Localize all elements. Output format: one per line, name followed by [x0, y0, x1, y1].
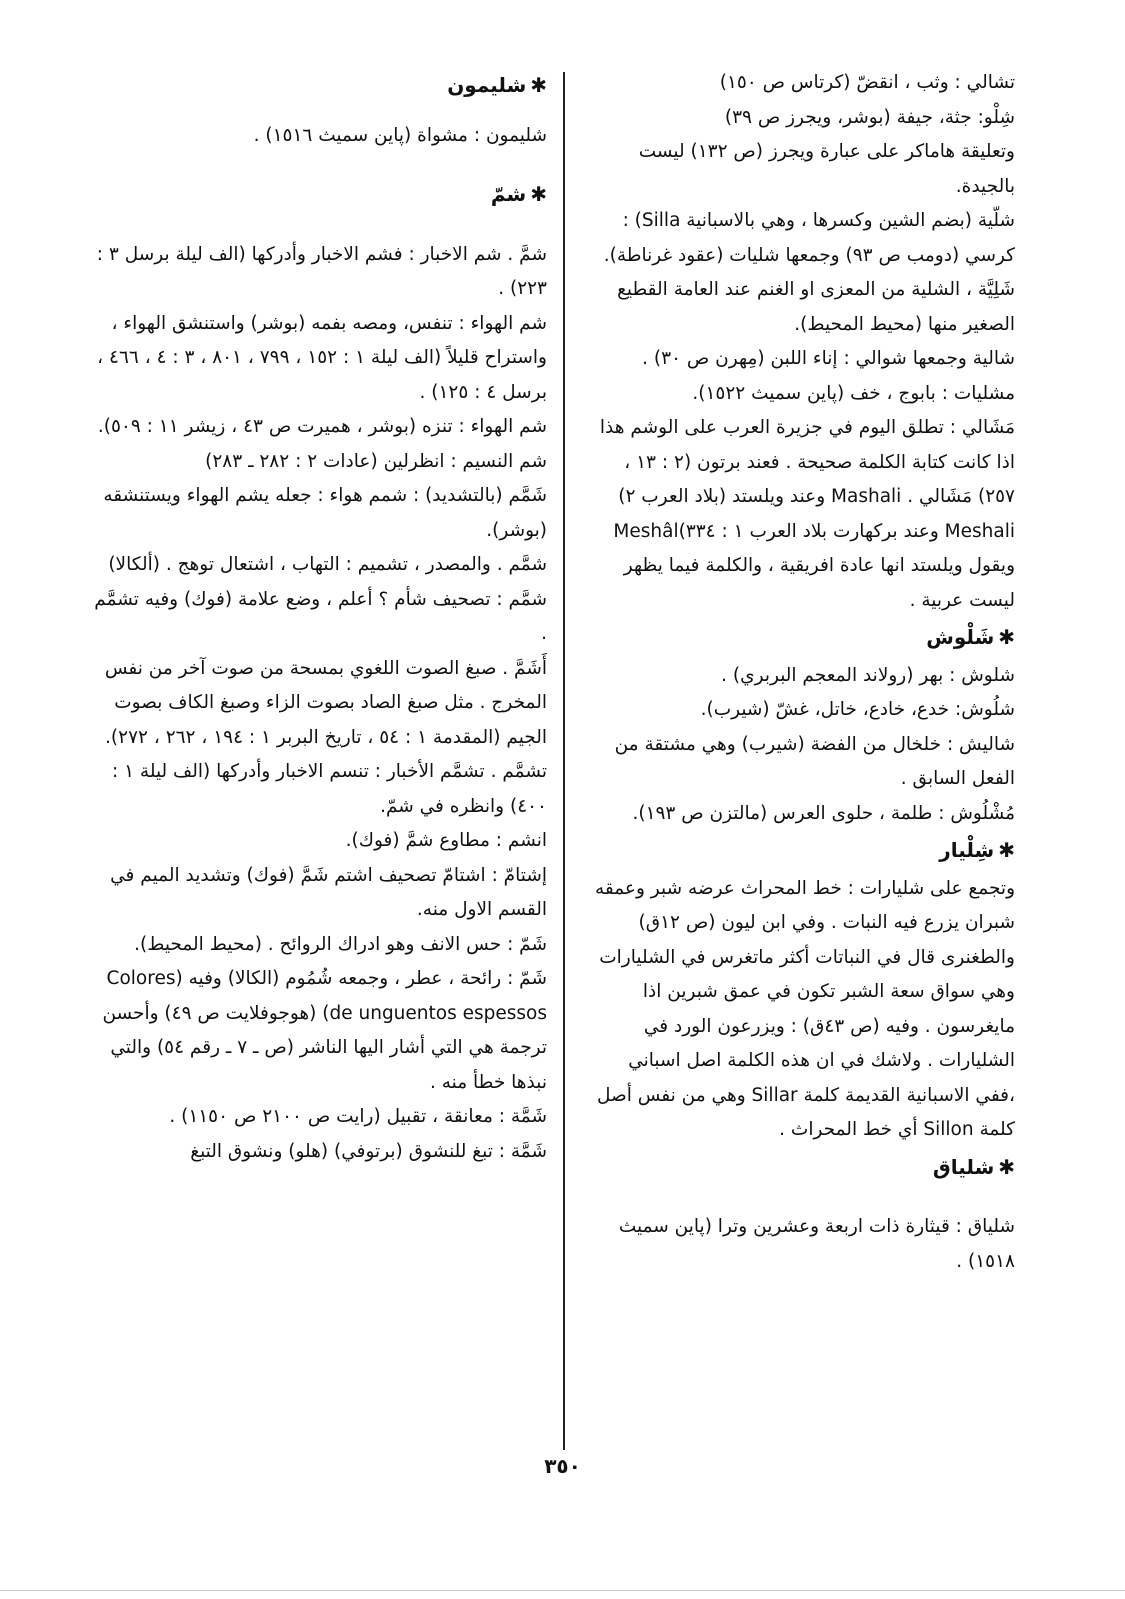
entry-shammam-tashdid: شَمَّم (بالتشديد) : شمم هواء : جعله يشم الهواء ويستنشقه (بوشر).	[103, 485, 547, 541]
entry-shilyaq: شلياق : قيثارة ذات اربعة وعشرين وترا (پاين سميث ١٥١٨) .	[618, 1216, 1015, 1272]
entries-shamm	[92, 238, 547, 1170]
entry-shamm-raiha: شَمّ : رائحة ، عطر ، وجمعه شُمُوم (الكالا) وفيه (Colores de unguentos espessos) (هوجوفلايت ص ٤٩) وأحسن ترجمة هي التي أشار اليها الناشر (ص ـ ٧ ـ رقم ٥٤) والتي نبذها خطأ منه .	[102, 968, 547, 1093]
entries-shilyaq	[585, 1210, 1015, 1279]
heading-text: شلياق	[932, 1154, 995, 1179]
entry-shilyarat: وتجمع على شليارات : خط المحراث عرضه شبر وعمقه شبران يزرع فيه النبات . وفي ابن ليون (ص ١٢ق) والطغنرى قال في النباتات أكثر ماتغرس في الشليارات وهي سواق سعة الشبر تكون في عمق شبرين اذا مايغرسون . وفيه (ص ٤٣ق) : ويزرعون الورد في الشليارات . ولاشك في ان هذه الكلمة اصل اسباني ،ففي الاسبانية القديمة كلمة Sillar وهي من نفس أصل كلمة Sillon أي خط المحراث .	[594, 877, 1015, 1140]
page-number: ٣٥٠	[544, 1454, 581, 1478]
heading-text: شَلْوش	[926, 625, 995, 649]
section-heading-shalwash	[585, 620, 1015, 655]
left-column	[92, 66, 547, 1169]
asterisk-icon: ✱	[998, 838, 1015, 862]
entry-shlimun: شليمون : مشواة (پاين سميث ١٥١٦) .	[253, 124, 547, 146]
entry-shamm-hiss: شَمّ : حس الانف وهو ادراك الروائح . (محيط المحيط).	[134, 933, 547, 955]
entry-shamm-akhbar: شمَّ . شم الاخبار : فشم الاخبار وأدركها (الف ليلة برسل ٣ : ٢٢٣) .	[96, 243, 547, 299]
entry-shaliya-vessel: شالية وجمعها شوالي : إناء اللبن (مِهرن ص ٣٠) .	[642, 348, 1015, 369]
entry-shalish: شاليش : خلخال من الفضة (شيرب) وهي مشتقة من الفعل السابق .	[614, 733, 1015, 789]
entry-shamma-tabgh: شَمَّة : تبغ للنشوق (برتوفي) (هلو) ونشوق التبغ	[190, 1140, 547, 1162]
asterisk-icon: ✱	[530, 73, 547, 97]
heading-text: شمّ	[490, 182, 527, 206]
section-heading-shilyar	[585, 833, 1015, 868]
entry-shilla: شلّية (بضم الشين وكسرها ، وهي بالاسبانية Silla) : كرسي (دومب ص ٩٣) وجمعها شليات (عقود غرناطة).	[603, 210, 1015, 266]
section-heading-shlimun	[92, 68, 547, 103]
entry-shamma-muanaqa: شَمَّة : معانقة ، تقبيل (رايت ص ٢١٠٠ ص ١١٥٠) .	[169, 1106, 547, 1127]
asterisk-icon: ✱	[998, 625, 1015, 649]
heading-text: شِلْيار	[939, 838, 995, 862]
entries-shilyar	[585, 872, 1015, 1148]
entry-inshamm: انشم : مطاوع شمَّ (فوك).	[345, 830, 547, 851]
section-heading-shilyaq	[585, 1150, 1015, 1185]
bottom-rule	[0, 1590, 1125, 1591]
section-heading-shamm	[92, 177, 547, 212]
entry-shamm-nasim: شم النسيم : انظرلين (عادات ٢ : ٢٨٢ ـ ٢٨٣)	[205, 450, 547, 472]
entry-shamm-hawa-tanazzuh: شم الهواء : تنزه (بوشر ، هميرت ص ٤٣ ، زيشر ١١ : ٥٠٩).	[97, 416, 547, 437]
entry-shilw: شِلْو: جثة، جيفة (بوشر، ويجرز ص ٣٩)	[724, 106, 1015, 128]
entry-shammam-tashmim: شمَّم . والمصدر ، تشميم : التهاب ، اشتعال توهج . (ألكالا)	[108, 554, 547, 575]
entry-ishtamm: إشتامّ : اشتامّ تصحيف اشتم شَمَّ (فوك) وتشديد الميم في القسم الاول منه.	[110, 864, 547, 920]
entry-shammam-tashif: شمَّم : تصحيف شأم ؟ أعلم ، وضع علامة (فوك) وفيه تشمَّم .	[94, 588, 547, 644]
entry-mushlush: مُشْلُوش : طلمة ، حلوى العرس (مالتزن ص ١٩٣).	[632, 802, 1015, 824]
entry-tashali: تشالي : وثب ، انقضّ (كرتاس ص ١٥٠)	[719, 72, 1015, 93]
entry-shalush-khada: شلُوش: خدع، خادع، خاتل، غشّ (شيرب).	[700, 699, 1015, 720]
entries-shalwash	[585, 659, 1015, 832]
heading-text: شليمون	[447, 73, 527, 97]
asterisk-icon: ✱	[530, 182, 547, 206]
entry-ashamm: أَشَمَّ . صبغ الصوت اللغوي بمسحة من صوت آخر من نفس المخرج . مثل صبغ الصاد بصوت الزاء وصبغ الكاف بصوت الجيم (المقدمة ١ : ٥٤ ، تاريخ البربر ١ : ١٩٤ ، ٢٦٢ ، ٢٧٢).	[104, 657, 547, 748]
entries-shali	[585, 66, 1015, 618]
entry-mashali: مَشَالي : تطلق اليوم في جزيرة العرب على الوشم هذا اذا كانت كتابة الكلمة صحيحة . فعند برتون (٢ : ١٣ ، ٢٥٧) مَشَالي . Mashali وعند ويلستد (بلاد العرب ٢) Meshali وعند بركهارت بلاد العرب ١ : ٣٣٤)Meshâl ويقول ويلستد انها عادة افريقية ، والكلمة فيما يظهر ليست عربية .	[599, 417, 1015, 611]
entry-shalush-bahr: شلوش : بهر (رولاند المعجم البربري) .	[721, 664, 1015, 686]
entry-mashliyat: مشليات : بابوج ، خف (پاين سميث ١٥٢٢).	[692, 382, 1015, 404]
column-divider	[563, 72, 565, 1450]
entry-shamm-hawa: شم الهواء : تنفس، ومصه بفمه (بوشر) واستنشق الهواء ، واستراح قليلاً (الف ليلة ١ : ١٥٢ ، ٧٩٩ ، ٨٠١ ، ٣ : ٤ ، ٤٦٦ ، برسل ٤ : ١٢٥) .	[97, 312, 547, 403]
entry-shaliya-flock: شَلِيَّة ، الشلية من المعزى او الغنم عند العامة القطيع الصغير منها (محيط المحيط).	[617, 279, 1015, 335]
entries-shlimun	[92, 119, 547, 154]
entry-taliqa: وتعليقة هاماكر على عبارة ويجرز (ص ١٣٢) ليست بالجيدة.	[638, 141, 1015, 197]
right-column	[585, 66, 1015, 1279]
entry-tashammam: تشمَّم . تشمَّم الأخبار : تنسم الاخبار وأدركها (الف ليلة ١ : ٤٠٠) وانظره في شمّ.	[111, 761, 547, 817]
asterisk-icon: ✱	[998, 1154, 1015, 1179]
